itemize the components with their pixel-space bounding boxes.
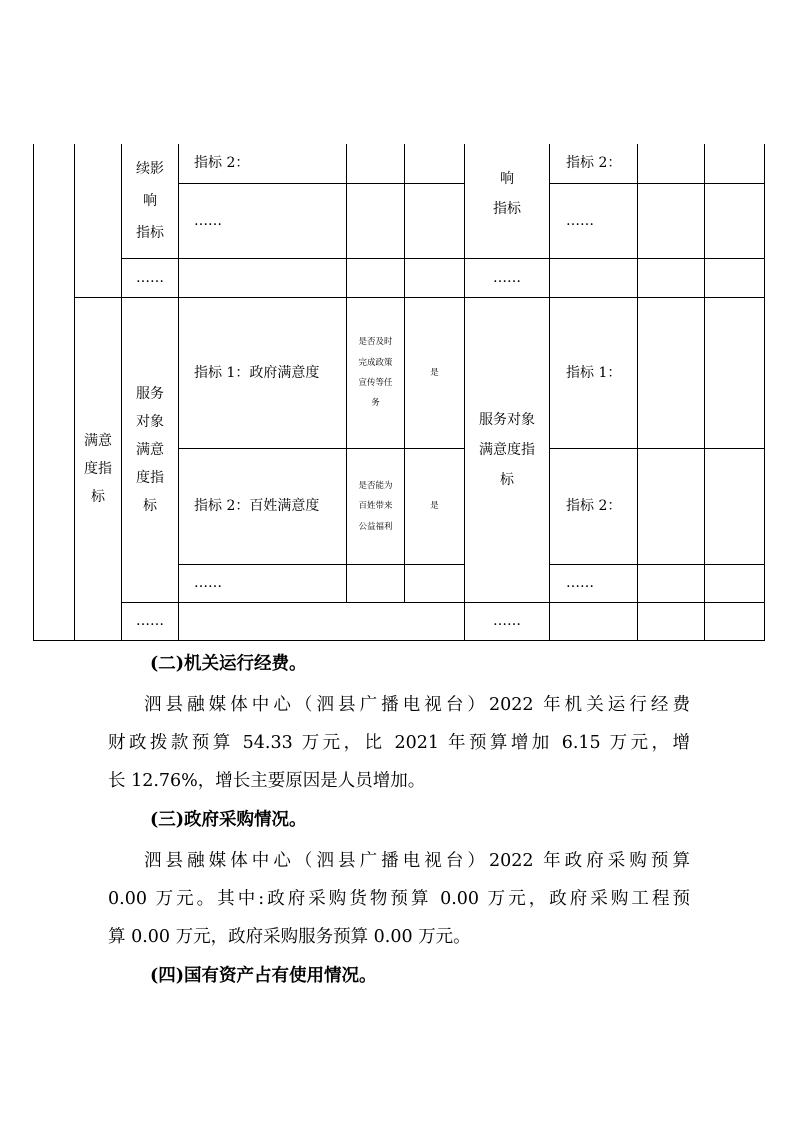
- grid-line: [549, 144, 550, 640]
- ellipsis-text: ……: [194, 212, 222, 229]
- indicator-cell: [194, 298, 346, 448]
- indicator-cell: [194, 449, 346, 564]
- paragraph-line: 长 12.76%，增长主要原因是人员增加。: [108, 771, 426, 791]
- impact-right-label-cell: [465, 144, 549, 258]
- indicator-cell: [194, 184, 344, 258]
- ellipsis-text: ……: [136, 269, 164, 286]
- grid-line: [637, 144, 638, 640]
- category-label-line: 度指: [84, 460, 112, 477]
- indicator-cell: [566, 298, 636, 448]
- detail-cell: [347, 449, 404, 564]
- indicator-cell: [566, 144, 636, 183]
- impact-subcategory-cell: [122, 144, 178, 258]
- subcategory-label-line: 满意: [136, 441, 164, 458]
- detail-line: 公益福利: [358, 521, 393, 532]
- value-cell: [405, 449, 464, 564]
- ellipsis-cell: [465, 259, 549, 297]
- value-cell: [405, 298, 464, 448]
- indicator-text: 指标 1：政府满意度: [194, 364, 320, 381]
- subcategory-label-line: 对象: [136, 413, 164, 430]
- category-label-line: 满意: [84, 432, 112, 449]
- section-heading: (二)机关运行经费。: [150, 654, 307, 674]
- satisfaction-right-label-cell: [465, 298, 549, 602]
- category-label-line: 标: [91, 489, 105, 506]
- section-heading: (四)国有资产占有使用情况。: [150, 966, 377, 986]
- detail-line: 务: [371, 398, 380, 409]
- detail-line: 是否能为: [358, 480, 393, 491]
- paragraph-line: 算 0.00 万元，政府采购服务预算 0.00 万元。: [108, 927, 471, 947]
- grid-line: [33, 640, 765, 641]
- impact-label-line: 响: [143, 192, 157, 209]
- ellipsis-text: ……: [566, 575, 594, 592]
- impact-label-line: 指标: [136, 225, 164, 242]
- indicator-text: 指标 2：百姓满意度: [194, 498, 320, 515]
- grid-line: [178, 144, 179, 640]
- paragraph-line: 财政拨款预算 54.33 万元，比 2021 年预算增加 6.15 万元，增: [108, 733, 690, 753]
- ellipsis-text: ……: [566, 212, 594, 229]
- ellipsis-text: ……: [194, 575, 222, 592]
- impact-label-line: 续影: [136, 160, 164, 177]
- impact-right-label-line: 指标: [493, 201, 521, 217]
- detail-line: 是否及时: [358, 337, 393, 348]
- value-text: 是: [430, 367, 439, 378]
- value-text: 是: [430, 501, 439, 512]
- paragraph-line: 泗县融媒体中心（泗县广播电视台）2022 年机关运行经费: [144, 695, 690, 715]
- detail-line: 宣传等任: [358, 378, 393, 388]
- indicator-text: 指标 2：: [194, 155, 250, 172]
- indicator-text: 指标 1：: [566, 364, 622, 381]
- subcategory-label-line: 服务: [136, 385, 164, 402]
- indicator-cell: [566, 449, 636, 564]
- grid-line: [704, 144, 705, 640]
- satisfaction-subcategory-cell: [122, 298, 178, 602]
- indicator-text: 指标 2：: [566, 498, 622, 515]
- right-label-line: 服务对象: [479, 411, 535, 428]
- right-label-line: 满意度指: [479, 441, 535, 458]
- ellipsis-cell: [465, 603, 549, 640]
- indicator-text: 指标 2：: [566, 155, 622, 172]
- paragraph-line: 泗县融媒体中心（泗县广播电视台）2022 年政府采购预算: [144, 851, 690, 871]
- ellipsis-cell: [566, 565, 636, 602]
- paragraph-line: 0.00 万元。其中:政府采购货物预算 0.00 万元，政府采购工程预: [108, 889, 690, 909]
- subcategory-label-line: 标: [143, 498, 157, 515]
- ellipsis-cell: [122, 603, 178, 640]
- ellipsis-cell: [194, 565, 346, 602]
- detail-cell: [347, 298, 404, 448]
- ellipsis-text: ……: [493, 613, 521, 630]
- ellipsis-text: ……: [493, 269, 521, 286]
- satisfaction-category-cell: [75, 298, 121, 640]
- indicator-cell: [566, 184, 636, 258]
- section-heading: (三)政府采购情况。: [150, 810, 307, 830]
- subcategory-label-line: 度指: [136, 470, 164, 487]
- ellipsis-text: ……: [136, 613, 164, 630]
- grid-line: [33, 144, 34, 640]
- detail-line: 百姓带来: [358, 501, 393, 512]
- right-label-line: 标: [500, 472, 514, 489]
- detail-line: 完成政策: [358, 357, 393, 368]
- impact-right-label-line: 响: [500, 170, 514, 187]
- indicator-cell: [194, 144, 344, 183]
- grid-line: [121, 602, 764, 603]
- ellipsis-cell: [122, 259, 178, 297]
- grid-line: [764, 144, 765, 640]
- grid-line: [121, 258, 764, 259]
